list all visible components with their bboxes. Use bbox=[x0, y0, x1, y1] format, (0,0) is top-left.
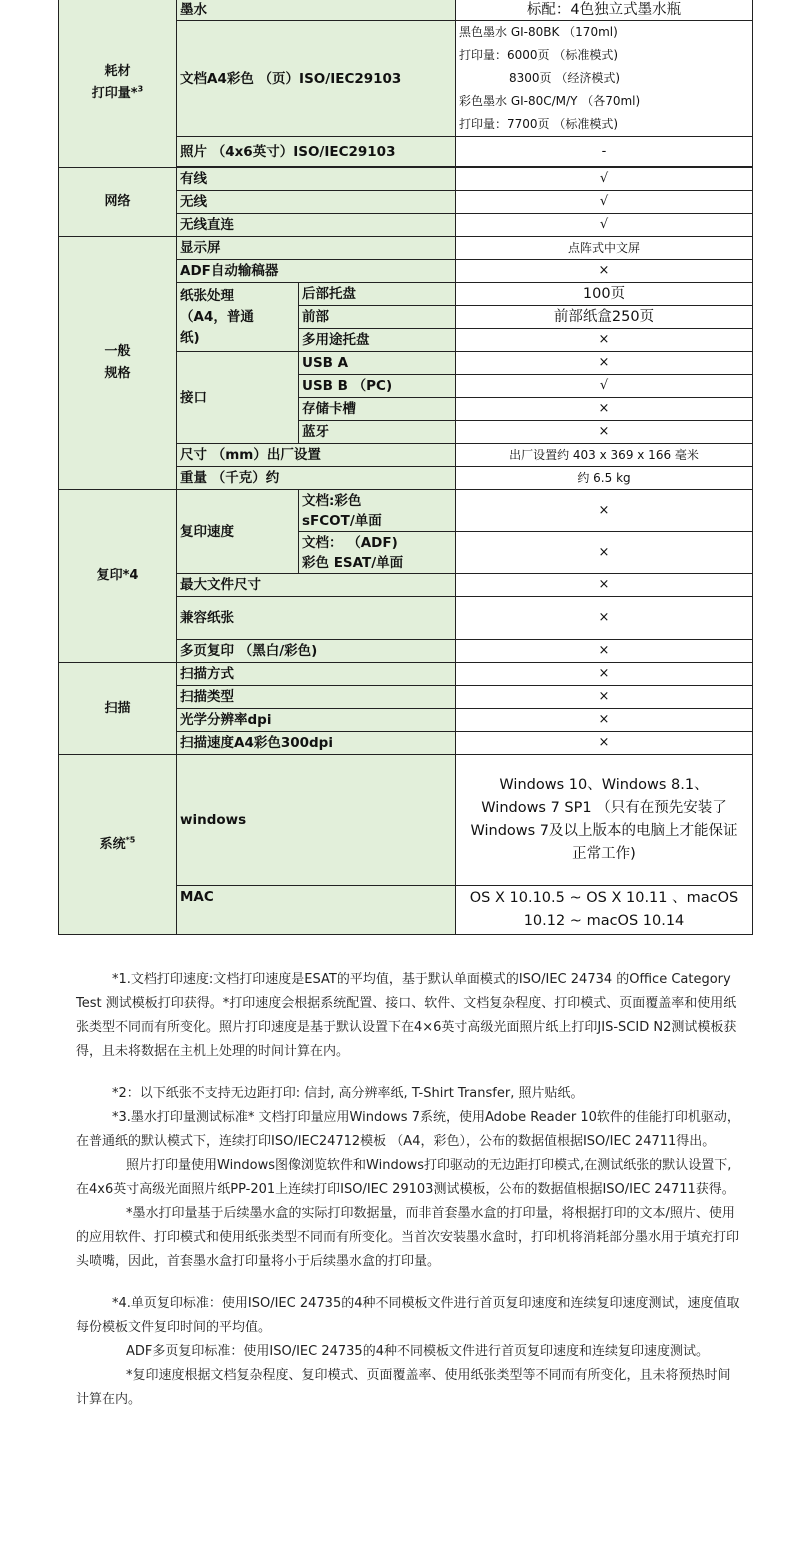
table-row bbox=[59, 663, 753, 686]
max-doc-size-label: 最大文件尺寸 bbox=[177, 574, 456, 597]
multi-copy-label: 多页复印 （黑白/彩色) bbox=[177, 640, 456, 663]
table-row bbox=[59, 490, 753, 532]
footnote-paragraph: *4.单页复印标准：使用ISO/IEC 24735的4种不同模板文件进行首页复印速度和连续复印速度测试，速度值取每份模板文件复印时间的平均值。 bbox=[76, 1296, 740, 1335]
adf-value: × bbox=[456, 260, 753, 283]
network-wired-value: √ bbox=[456, 168, 753, 191]
paper-handling-label: 纸张处理 （A4，普通 纸) bbox=[177, 283, 299, 352]
photo-yield-label: 照片 （4x6英寸）ISO/IEC29103 bbox=[177, 137, 456, 167]
size-value: 出厂设置约 403 x 369 x 166 毫米 bbox=[456, 444, 753, 467]
usb-a-label: USB A bbox=[299, 352, 456, 375]
display-value: 点阵式中文屏 bbox=[456, 237, 753, 260]
optical-resolution-value: × bbox=[456, 709, 753, 732]
network-wireless-label: 无线 bbox=[177, 191, 456, 214]
rear-tray-value: 100页 bbox=[456, 283, 753, 306]
size-label: 尺寸 （mm）出厂设置 bbox=[177, 444, 456, 467]
category-copy: 复印*4 bbox=[59, 490, 177, 663]
display-label: 显示屏 bbox=[177, 237, 456, 260]
footnote-paragraph: *墨水打印量基于后续墨水盒的实际打印数据量，而非首套墨水盒的打印量，将根据打印的文本/照片、使用的应用软件、打印模式和使用纸张类型不同而有所变化。当首次安装墨水盒时，打印机将消耗部分墨水用于填充打印头喷嘴，因此，首套墨水盒打印量将小于后续墨水盒的打印量。 bbox=[76, 1206, 740, 1269]
table-row bbox=[59, 237, 753, 260]
ink-value: 标配：4色独立式墨水瓶 bbox=[456, 0, 753, 21]
footnote-paragraph: ADF多页复印标准：使用ISO/IEC 24735的4种不同模板文件进行首页复印速度和连续复印速度测试。 bbox=[126, 1344, 709, 1359]
rear-tray-label: 后部托盘 bbox=[299, 283, 456, 306]
adf-label: ADF自动输稿器 bbox=[177, 260, 456, 283]
table-row bbox=[59, 0, 753, 21]
compatible-paper-label: 兼容纸张 bbox=[177, 597, 456, 640]
scan-method-label: 扫描方式 bbox=[177, 663, 456, 686]
weight-value: 约 6.5 kg bbox=[456, 467, 753, 490]
category-consumables: 耗材 打印量*$^3$ bbox=[59, 0, 177, 168]
mp-tray-value: × bbox=[456, 329, 753, 352]
card-slot-value: × bbox=[456, 398, 753, 421]
copy-speed-label: 复印速度 bbox=[177, 490, 299, 574]
doc-yield-value: 黑色墨水 GI-80BK （170ml) 打印量：6000页 （标准模式) 8300页 （经济模式) 彩色墨水 GI-80C/M/Y （各70ml) 打印量：7700页 （标准模式) bbox=[456, 21, 753, 137]
network-direct-label: 无线直连 bbox=[177, 214, 456, 237]
scan-speed-label: 扫描速度A4彩色300dpi bbox=[177, 732, 456, 755]
footnote-paragraph: *3.墨水打印量测试标准* 文档打印量应用Windows 7系统，使用Adobe Reader 10软件的佳能打印机驱动，在普通纸的默认模式下，连续打印ISO/IEC24712模板 （A4，彩色），公布的数据值根据ISO/IEC 24711得出。 bbox=[76, 1110, 740, 1149]
mp-tray-label: 多用途托盘 bbox=[299, 329, 456, 352]
scan-method-value: × bbox=[456, 663, 753, 686]
ink-label: 墨水 bbox=[177, 0, 456, 21]
windows-value: Windows 10、Windows 8.1、 Windows 7 SP1 （只有在预先安装了 Windows 7及以上版本的电脑上才能保证 正常工作) bbox=[456, 755, 753, 886]
footnote-paragraph: *复印速度根据文档复杂程度、复印模式、页面覆盖率、使用纸张类型等不同而有所变化，且未将预热时间计算在内。 bbox=[76, 1368, 731, 1407]
front-tray-label: 前部 bbox=[299, 306, 456, 329]
scan-type-label: 扫描类型 bbox=[177, 686, 456, 709]
usb-a-value: × bbox=[456, 352, 753, 375]
usb-b-value: √ bbox=[456, 375, 753, 398]
optical-resolution-label: 光学分辨率dpi bbox=[177, 709, 456, 732]
bluetooth-value: × bbox=[456, 421, 753, 444]
category-scan: 扫描 bbox=[59, 663, 177, 755]
footnote-paragraph: *1.文档打印速度:文档打印速度是ESAT的平均值，基于默认单面模式的ISO/IEC 24734 的Office Category Test 测试模板打印获得。*打印速度会根据系统配置、接口、软件、文档复杂程度、打印模式、页面覆盖率和使用纸张类型不同而有所变化。照片打印速度是基于默认设置下在4×6英寸高级光面照片纸上打印JIS-SCID N2测试模板获得，且未将数据在主机上处理的时间计算在内。 bbox=[76, 972, 737, 1059]
footnote-paragraph: 照片打印量使用Windows图像浏览软件和Windows打印驱动的无边距打印模式,在测试纸张的默认设置下,在4x6英寸高级光面照片纸PP-201上连续打印ISO/IEC 29103测试模板，公布的数据值根据ISO/IEC 24711获得。 bbox=[76, 1158, 735, 1197]
mac-label: MAC bbox=[177, 886, 456, 935]
scan-speed-value: × bbox=[456, 732, 753, 755]
copy-speed-sfcot-label: 文档:彩色 sFCOT/单面 bbox=[299, 490, 456, 532]
doc-yield-label: 文档A4彩色 （页）ISO/IEC29103 bbox=[177, 21, 456, 137]
network-wired-label: 有线 bbox=[177, 168, 456, 191]
network-wireless-value: √ bbox=[456, 191, 753, 214]
footnotes bbox=[76, 968, 740, 1412]
compatible-paper-value: × bbox=[456, 597, 753, 640]
max-doc-size-value: × bbox=[456, 574, 753, 597]
category-general: 一般 规格 bbox=[59, 237, 177, 490]
footnote-paragraph: *2：以下纸张不支持无边距打印: 信封, 高分辨率纸, T-Shirt Transfer, 照片贴纸。 bbox=[112, 1086, 584, 1101]
table-row bbox=[59, 755, 753, 886]
table-row bbox=[59, 168, 753, 191]
multi-copy-value: × bbox=[456, 640, 753, 663]
windows-label: windows bbox=[177, 755, 456, 886]
spec-table bbox=[58, 0, 753, 935]
category-network: 网络 bbox=[59, 168, 177, 237]
copy-speed-esat-label: 文档： （ADF) 彩色 ESAT/单面 bbox=[299, 532, 456, 574]
category-system: 系统$^{*5}$ bbox=[59, 755, 177, 935]
copy-speed-sfcot-value: × bbox=[456, 490, 753, 532]
network-direct-value: √ bbox=[456, 214, 753, 237]
front-tray-value: 前部纸盒250页 bbox=[456, 306, 753, 329]
scan-type-value: × bbox=[456, 686, 753, 709]
copy-speed-esat-value: × bbox=[456, 532, 753, 574]
mac-value: OS X 10.10.5 ~ OS X 10.11 、macOS 10.12 ~ macOS 10.14 bbox=[456, 886, 753, 935]
usb-b-label: USB B （PC) bbox=[299, 375, 456, 398]
interface-label: 接口 bbox=[177, 352, 299, 444]
card-slot-label: 存储卡槽 bbox=[299, 398, 456, 421]
bluetooth-label: 蓝牙 bbox=[299, 421, 456, 444]
weight-label: 重量 （千克）约 bbox=[177, 467, 456, 490]
photo-yield-value: - bbox=[456, 137, 753, 167]
